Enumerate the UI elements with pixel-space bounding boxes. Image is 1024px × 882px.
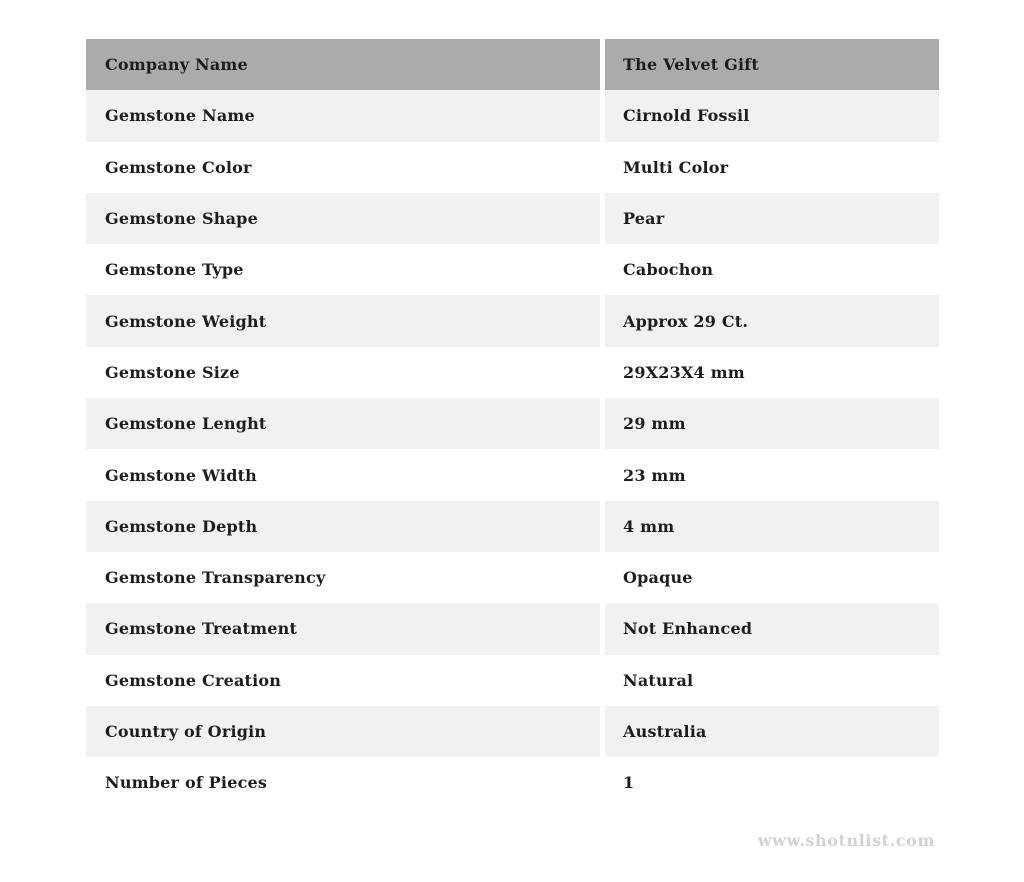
spec-value: Pear [605, 193, 939, 244]
spec-value: Approx 29 Ct. [605, 295, 939, 346]
table-row [86, 347, 939, 398]
spec-label: Gemstone Color [86, 142, 600, 193]
spec-value: 23 mm [605, 449, 939, 500]
spec-label: Gemstone Type [86, 244, 600, 295]
spec-label: Number of Pieces [86, 757, 600, 808]
spec-value: Multi Color [605, 142, 939, 193]
table-row [86, 142, 939, 193]
table-row [86, 90, 939, 141]
spec-value: Australia [605, 706, 939, 757]
spec-value: Not Enhanced [605, 603, 939, 654]
watermark-url: www.shotnlist.com [757, 831, 935, 850]
spec-label: Gemstone Shape [86, 193, 600, 244]
gemstone-spec-table [86, 39, 939, 808]
spec-label: Gemstone Size [86, 347, 600, 398]
header-label-cell: Company Name [86, 39, 600, 90]
spec-label: Gemstone Depth [86, 501, 600, 552]
spec-label: Gemstone Width [86, 449, 600, 500]
spec-label: Country of Origin [86, 706, 600, 757]
spec-label: Gemstone Creation [86, 655, 600, 706]
table-header-row [86, 39, 939, 90]
spec-value: 4 mm [605, 501, 939, 552]
table-row [86, 295, 939, 346]
spec-value: 1 [605, 757, 939, 808]
table-row [86, 193, 939, 244]
spec-label: Gemstone Treatment [86, 603, 600, 654]
table-row [86, 603, 939, 654]
spec-label: Gemstone Name [86, 90, 600, 141]
table-row [86, 244, 939, 295]
spec-label: Gemstone Transparency [86, 552, 600, 603]
table-row [86, 757, 939, 808]
spec-label: Gemstone Lenght [86, 398, 600, 449]
spec-value: Cabochon [605, 244, 939, 295]
table-row [86, 655, 939, 706]
spec-label: Gemstone Weight [86, 295, 600, 346]
spec-value: Cirnold Fossil [605, 90, 939, 141]
spec-value: Natural [605, 655, 939, 706]
table-row [86, 449, 939, 500]
spec-value: 29X23X4 mm [605, 347, 939, 398]
table-row [86, 552, 939, 603]
header-value-cell: The Velvet Gift [605, 39, 939, 90]
table-row [86, 501, 939, 552]
table-row [86, 398, 939, 449]
spec-value: 29 mm [605, 398, 939, 449]
spec-value: Opaque [605, 552, 939, 603]
table-row [86, 706, 939, 757]
